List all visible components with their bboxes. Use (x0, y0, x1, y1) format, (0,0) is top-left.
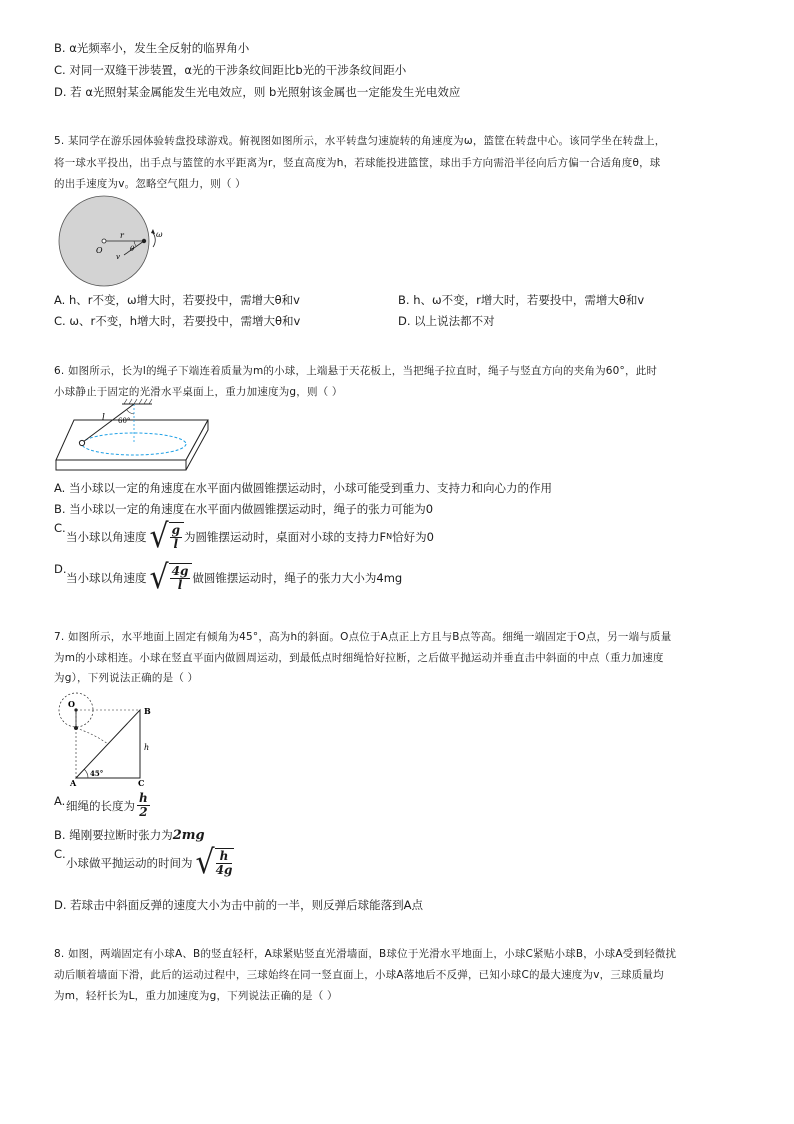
q6-c-pre: 当小球以角速度 (66, 530, 147, 544)
angle-arc (127, 410, 134, 414)
q4-option-c: C. 对同一双缝干涉装置，α光的干涉条纹间距比b光的干涉条纹间距小 (54, 63, 407, 77)
q7-option-d: D. 若球击中斜面反弹的速度大小为击中前的一半，则反弹后球能落到A点 (54, 898, 424, 912)
q6-c-sub: N (386, 532, 393, 541)
fig5-label-o: O (96, 246, 103, 255)
q6-option-d (66, 558, 403, 597)
q6-d-pre: 当小球以角速度 (66, 571, 147, 585)
q5-option-d: D. 以上说法都不对 (398, 314, 495, 328)
q5-stem-line3: 的出手速度为v。忽略空气阻力，则（ ） (54, 178, 246, 190)
fig7-label-a: A (70, 778, 77, 788)
q6-stem-line2: 小球静止于固定的光滑水平桌面上，重力加速度为g，则（ ） (54, 386, 343, 398)
q6-c-sqrt (149, 517, 185, 556)
fig5-label-theta: θ (130, 245, 135, 253)
q7-a-frac (137, 792, 150, 819)
q5-stem-line1: 5. 某同学在游乐园体验转盘投球游戏。俯视图如图所示，水平转盘匀速旋转的角速度为ω，篮筐在转盘中心。该同学坐在转盘上， (54, 135, 666, 147)
fig7-label-b: B (144, 706, 151, 716)
q7-option-a (66, 792, 150, 819)
q6-option-b: B. 当小球以一定的角速度在水平面内做圆锥摆运动时，绳子的张力可能为0 (54, 502, 434, 516)
q5-option-c: C. ω、r不变，h增大时，若要投中，需增大θ和v (54, 314, 301, 328)
ceiling-hatch (124, 399, 152, 404)
q6-d-den: l (177, 578, 183, 592)
q6-d-sqrt (149, 558, 193, 597)
q5-stem-line2: 将一球水平投出，出手点与篮筐的水平距离为r，竖直高度为h，若球能投进篮筐，球出手方向需沿半径向后方偏一合适角度θ，球 (54, 157, 661, 169)
table-front (56, 460, 186, 470)
fig5-label-v: v (116, 253, 120, 261)
q8-stem-line2: 动后顺着墙面下滑，此后的运动过程中，三球始终在同一竖直面上，小球A落地后不反弹，已知小球C的最大速度为v，三球质量均 (54, 969, 664, 981)
q8-stem-line1: 8. 如图，两端固定有小球A、B的竖直轻杆，A球紧贴竖直光滑墙面，B球位于光滑水平地面上，小球C紧贴小球B，小球A受到轻微扰 (54, 948, 677, 960)
q7-stem-line1: 7. 如图所示，水平地面上固定有倾角为45°，高为h的斜面。O点位于A点正上方且与B点等高。细绳一端固定于O点，另一端与质量 (54, 631, 672, 643)
q5-turntable-figure (52, 195, 172, 287)
trajectory (76, 728, 108, 744)
fig7-label-c: C (138, 778, 145, 788)
fig6-label-l: l (102, 413, 105, 423)
q4-option-d: D. 若 α光照射某金属能发生光电效应，则 b光照射该金属也一定能发生光电效应 (54, 85, 461, 99)
q7-c-den: 4g (215, 863, 233, 877)
q4-option-b: B. α光频率小，发生全反射的临界角小 (54, 41, 250, 55)
q7-incline-figure (54, 692, 158, 788)
q6-option-a: A. 当小球以一定的角速度在水平面内做圆锥摆运动时，小球可能受到重力、支持力和向心力的作用 (54, 481, 552, 495)
q8-stem-line3: 为m，轻杆长为L，重力加速度为g，下列说法正确的是（ ） (54, 990, 338, 1002)
q7-b-pre: B. 绳刚要拉断时张力为 (54, 828, 173, 842)
q6-c-end: 恰好为0 (392, 530, 434, 544)
fig7-label-o: O (68, 699, 75, 709)
q6-stem-line1: 6. 如图所示，长为l的绳子下端连着质量为m的小球，上端悬于天花板上，当把绳子拉直时，绳子与竖直方向的夹角为60°，此时 (54, 365, 658, 377)
q6-d-num: 4g (171, 564, 189, 578)
q6-c-num: g (171, 523, 181, 537)
q7-c-num: h (216, 850, 233, 864)
q7-a-num: h (139, 791, 148, 805)
q5-option-b: B. h、ω不变，r增大时，若要投中，需增大θ和v (398, 293, 645, 307)
pendulum-ball (79, 440, 84, 445)
q7-c-sqrt (195, 843, 235, 882)
fig5-label-r: r (120, 231, 124, 240)
fig5-label-omega: ω (156, 230, 163, 239)
fig7-label-h: h (144, 743, 150, 752)
q6-option-c-label: C. (54, 521, 66, 535)
q6-option-d-label: D. (54, 562, 67, 576)
rotation-arrowhead (151, 229, 155, 234)
q6-d-post: 做圆锥摆运动时，绳子的张力大小为4mg (192, 571, 403, 585)
sqrt-sign: √ (149, 517, 169, 556)
q7-a-pre: 细绳的长度为 (66, 798, 135, 813)
rotation-arrow (153, 233, 155, 247)
q7-a-den: 2 (139, 805, 148, 819)
q7-c-pre: 小球做平抛运动的时间为 (66, 856, 193, 870)
basket-center (102, 239, 106, 243)
q7-stem-line3: 为g），下列说法正确的是（ ） (54, 672, 199, 684)
q6-option-c (66, 517, 434, 556)
q6-conical-pendulum-figure (52, 398, 212, 476)
sqrt-sign: √ (195, 843, 215, 882)
incline (76, 710, 140, 778)
q6-c-den: l (173, 537, 179, 551)
q7-option-c (66, 843, 234, 882)
q7-option-b (54, 827, 205, 844)
q5-option-a: A. h、r不变，ω增大时，若要投中，需增大θ和v (54, 293, 300, 307)
q7-option-a-label: A. (54, 794, 66, 808)
fig7-label-angle: 45° (90, 769, 104, 778)
q6-c-post: 为圆锥摆运动时，桌面对小球的支持力F (184, 530, 387, 544)
sqrt-sign: √ (149, 558, 169, 597)
table-top (56, 420, 208, 460)
q7-option-c-label: C. (54, 847, 66, 861)
fig6-label-angle: 60° (118, 417, 131, 425)
q7-stem-line2: 为m的小球相连。小球在竖直平面内做圆周运动，到最低点时细绳恰好拉断，之后做平抛运动并垂直击中斜面的中点（重力加速度 (54, 652, 664, 664)
q7-b-math: 2mg (172, 828, 205, 843)
